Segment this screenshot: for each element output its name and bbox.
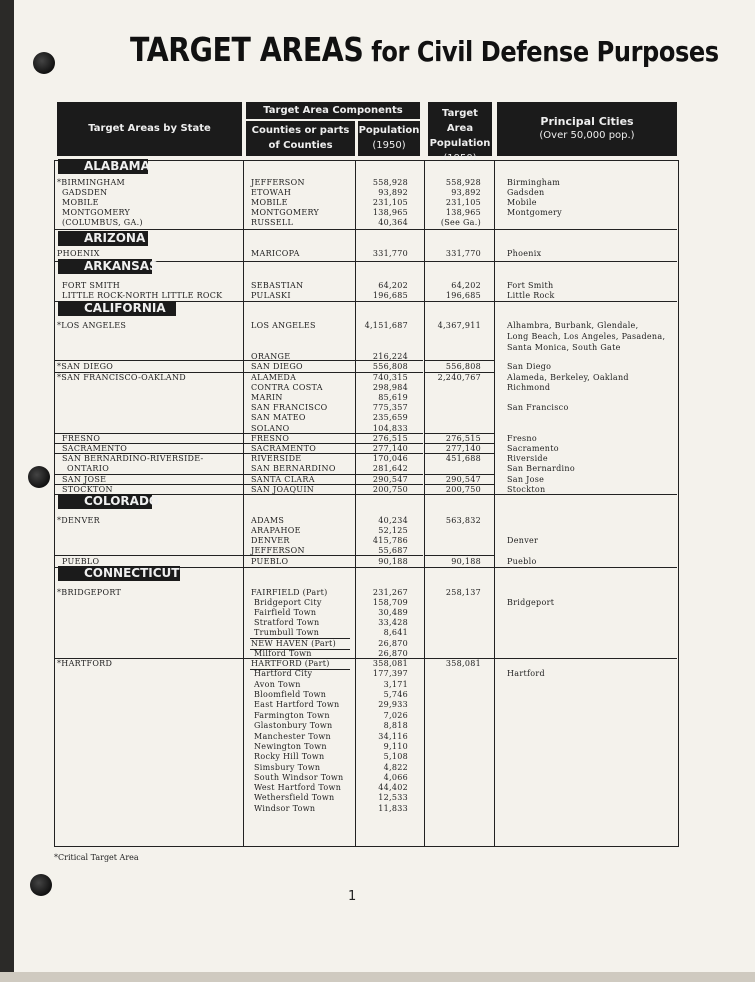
target-area-population: 331,770 — [445, 249, 481, 258]
target-area-population: 358,081 — [445, 659, 481, 668]
county-population: 29,933 — [378, 700, 408, 709]
principal-cities: Bridgeport — [507, 598, 555, 607]
county-name: ETOWAH — [251, 188, 292, 197]
page-number: 1 — [348, 889, 357, 904]
header-counties-line2: of Counties — [268, 140, 333, 151]
county-name: Bloomfield Town — [254, 690, 327, 699]
county-name: Manchester Town — [254, 732, 331, 741]
county-name: HARTFORD (Part) — [251, 659, 330, 668]
target-area-population: 93,892 — [451, 188, 481, 197]
principal-cities: Mobile — [507, 198, 537, 207]
target-area-population: 563,832 — [445, 516, 481, 525]
county-population: 775,357 — [372, 403, 408, 412]
target-area-population: 90,188 — [451, 557, 481, 566]
target-area-name: *SAN DIEGO — [57, 362, 114, 371]
header-population-line2: (1950) — [372, 140, 406, 151]
header-by-state — [57, 102, 242, 156]
county-population: 33,428 — [378, 618, 408, 627]
target-area-population: 277,140 — [445, 444, 481, 453]
target-area-population: (See Ga.) — [440, 218, 481, 227]
county-population: 4,822 — [383, 763, 408, 772]
county-name: ORANGE — [251, 352, 291, 361]
county-name: SAN MATEO — [251, 413, 306, 422]
county-population: 170,046 — [372, 454, 408, 463]
county-population: 5,746 — [383, 690, 408, 699]
row-divider — [54, 229, 677, 230]
county-population: 231,267 — [372, 588, 408, 597]
county-name: West Hartford Town — [254, 783, 342, 792]
county-name: RIVERSIDE — [251, 454, 302, 463]
county-population: 4,066 — [383, 773, 408, 782]
county-name: SACRAMENTO — [251, 444, 317, 453]
principal-cities: Montgomery — [507, 208, 562, 217]
column-divider — [243, 161, 244, 846]
county-population: 40,364 — [378, 218, 408, 227]
county-population: 55,687 — [378, 546, 408, 555]
principal-cities: San Francisco — [507, 403, 569, 412]
principal-cities: Sacramento — [507, 444, 559, 453]
target-area-name: PHOENIX — [57, 249, 100, 258]
target-area-name: *BIRMINGHAM — [57, 178, 126, 187]
header-cities — [497, 102, 677, 156]
county-name: South Windsor Town — [254, 773, 344, 782]
title-main: TARGET AREAS — [130, 30, 364, 69]
county-name: SAN FRANCISCO — [251, 403, 328, 412]
target-area-population: 196,685 — [445, 291, 481, 300]
county-population: 231,105 — [372, 198, 408, 207]
principal-cities: Birmingham — [507, 178, 561, 187]
state-header: ALABAMA — [58, 159, 148, 174]
target-area-population: 276,515 — [445, 434, 481, 443]
principal-cities: Pueblo — [507, 557, 537, 566]
county-population: 331,770 — [372, 249, 408, 258]
state-header: CALIFORNIA — [58, 301, 176, 316]
county-population: 8,641 — [383, 628, 408, 637]
county-name: Simsbury Town — [254, 763, 321, 772]
principal-cities: Santa Monica, South Gate — [507, 343, 621, 352]
header-population — [358, 121, 420, 156]
county-name: LOS ANGELES — [251, 321, 316, 330]
header-by-state-label: Target Areas by State — [88, 123, 211, 134]
principal-cities: Little Rock — [507, 291, 555, 300]
header-counties-line1: Counties or parts — [251, 125, 350, 136]
county-population: 40,234 — [378, 516, 408, 525]
county-name: Trumbull Town — [254, 628, 320, 637]
binder-hole-icon — [33, 52, 55, 74]
principal-cities: Fresno — [507, 434, 537, 443]
target-area-population: 231,105 — [445, 198, 481, 207]
target-area-name: *DENVER — [57, 516, 100, 525]
header-components-label: Target Area Components — [263, 105, 403, 116]
county-name: SAN JOAQUIN — [251, 485, 315, 494]
target-area-name: *LOS ANGELES — [57, 321, 127, 330]
target-area-name: (COLUMBUS, GA.) — [62, 218, 143, 227]
target-area-name: MONTGOMERY — [62, 208, 131, 217]
header-cities-line2: (Over 50,000 pop.) — [539, 130, 635, 141]
county-population: 298,984 — [372, 383, 408, 392]
principal-cities: Alhambra, Burbank, Glendale, — [507, 321, 639, 330]
target-area-name: FORT SMITH — [62, 281, 121, 290]
target-area-population: 558,928 — [445, 178, 481, 187]
target-area-name: FRESNO — [62, 434, 101, 443]
county-name: SAN DIEGO — [251, 362, 303, 371]
county-population: 196,685 — [372, 291, 408, 300]
principal-cities: San Jose — [507, 475, 545, 484]
county-name: SAN BERNARDINO — [251, 464, 336, 473]
target-area-population: 64,202 — [451, 281, 481, 290]
target-area-name: ONTARIO — [67, 464, 110, 473]
county-name: RUSSELL — [251, 218, 294, 227]
state-header: ARIZONA — [58, 231, 148, 246]
binder-hole-icon — [28, 466, 50, 488]
county-name: MOBILE — [251, 198, 288, 207]
principal-cities: Stockton — [507, 485, 546, 494]
county-population: 216,224 — [372, 352, 408, 361]
target-area-name: LITTLE ROCK-NORTH LITTLE ROCK — [62, 291, 223, 300]
county-population: 138,965 — [372, 208, 408, 217]
county-name: Windsor Town — [254, 804, 316, 813]
header-counties — [246, 121, 355, 156]
county-name: SOLANO — [251, 424, 290, 433]
target-area-population: 451,688 — [445, 454, 481, 463]
county-population: 281,642 — [372, 464, 408, 473]
header-ta-pop-line1: Target Area — [442, 108, 478, 134]
title-sub: for Civil Defense Purposes — [371, 35, 719, 68]
column-divider — [424, 161, 425, 846]
county-name: MARIN — [251, 393, 283, 402]
county-name: FRESNO — [251, 434, 290, 443]
row-divider — [54, 555, 242, 556]
county-population: 11,833 — [378, 804, 408, 813]
county-population: 200,750 — [372, 485, 408, 494]
binder-hole-icon — [30, 874, 52, 896]
header-components — [246, 102, 420, 119]
county-name: ALAMEDA — [251, 373, 297, 382]
county-population: 158,709 — [372, 598, 408, 607]
county-population: 277,140 — [372, 444, 408, 453]
county-population: 9,110 — [383, 742, 408, 751]
county-population: 26,870 — [378, 649, 408, 658]
page-title — [130, 30, 719, 69]
target-area-population: 556,808 — [445, 362, 481, 371]
county-name: SANTA CLARA — [251, 475, 315, 484]
target-area-name: SACRAMENTO — [62, 444, 128, 453]
target-area-name: SAN JOSE — [62, 475, 107, 484]
county-population: 44,402 — [378, 783, 408, 792]
county-population: 12,533 — [378, 793, 408, 802]
county-name: Bridgeport City — [254, 598, 322, 607]
principal-cities: Alameda, Berkeley, Oakland — [507, 373, 629, 382]
county-name: JEFFERSON — [251, 546, 305, 555]
principal-cities: Denver — [507, 536, 539, 545]
principal-cities: Hartford — [507, 669, 545, 678]
footnote: *Critical Target Area — [54, 853, 139, 862]
target-area-population: 2,240,767 — [437, 373, 481, 382]
county-population: 8,818 — [383, 721, 408, 730]
county-name: DENVER — [251, 536, 290, 545]
county-name: ADAMS — [251, 516, 285, 525]
county-name: MARICOPA — [251, 249, 300, 258]
county-population: 276,515 — [372, 434, 408, 443]
county-name: Avon Town — [254, 680, 301, 689]
county-name: Fairfield Town — [254, 608, 317, 617]
county-name: SEBASTIAN — [251, 281, 304, 290]
target-area-population: 200,750 — [445, 485, 481, 494]
county-name: East Hartford Town — [254, 700, 340, 709]
county-population: 93,892 — [378, 188, 408, 197]
county-name: NEW HAVEN (Part) — [251, 639, 336, 648]
principal-cities: Riverside — [507, 454, 548, 463]
county-population: 556,808 — [372, 362, 408, 371]
county-population: 85,619 — [378, 393, 408, 402]
county-population: 5,108 — [383, 752, 408, 761]
principal-cities: Richmond — [507, 383, 551, 392]
target-area-name: *HARTFORD — [57, 659, 113, 668]
county-population: 415,786 — [372, 536, 408, 545]
county-population: 34,116 — [378, 732, 408, 741]
county-population: 64,202 — [378, 281, 408, 290]
target-area-name: *SAN FRANCISCO-OAKLAND — [57, 373, 187, 382]
column-divider — [494, 161, 495, 846]
county-population: 7,026 — [383, 711, 408, 720]
county-population: 104,833 — [372, 424, 408, 433]
county-population: 558,928 — [372, 178, 408, 187]
header-population-line1: Population — [358, 125, 420, 136]
county-name: MONTGOMERY — [251, 208, 320, 217]
county-population: 52,125 — [378, 526, 408, 535]
county-population: 30,489 — [378, 608, 408, 617]
county-name: Glastonbury Town — [254, 721, 333, 730]
principal-cities: Gadsden — [507, 188, 545, 197]
header-ta-pop-line3: (1950) — [443, 153, 477, 164]
target-area-population: 258,137 — [445, 588, 481, 597]
county-name: ARAPAHOE — [251, 526, 301, 535]
principal-cities: Fort Smith — [507, 281, 554, 290]
header-ta-pop-line2: Population — [429, 138, 491, 149]
principal-cities: San Diego — [507, 362, 552, 371]
row-divider — [424, 555, 494, 556]
row-divider — [424, 360, 494, 361]
county-population: 358,081 — [372, 659, 408, 668]
county-name: Hartford City — [254, 669, 313, 678]
county-population: 235,659 — [372, 413, 408, 422]
county-name: Farmington Town — [254, 711, 330, 720]
county-name: CONTRA COSTA — [251, 383, 323, 392]
county-population: 740,315 — [372, 373, 408, 382]
county-name: Rocky Hill Town — [254, 752, 325, 761]
header-ta-population — [428, 102, 492, 164]
target-area-name: MOBILE — [62, 198, 99, 207]
county-name: Newington Town — [254, 742, 327, 751]
page-edge — [0, 0, 14, 982]
county-population: 4,151,687 — [364, 321, 408, 330]
principal-cities: Phoenix — [507, 249, 542, 258]
county-name: PULASKI — [251, 291, 291, 300]
principal-cities: San Bernardino — [507, 464, 575, 473]
page-bottom — [0, 972, 755, 982]
target-area-population: 290,547 — [445, 475, 481, 484]
county-name: JEFFERSON — [251, 178, 305, 187]
county-name: Milford Town — [254, 649, 312, 658]
county-population: 177,397 — [372, 669, 408, 678]
county-name: Stratford Town — [254, 618, 320, 627]
target-area-name: PUEBLO — [62, 557, 100, 566]
state-header: CONNECTICUT — [58, 566, 180, 581]
target-area-name: *BRIDGEPORT — [57, 588, 122, 597]
header-cities-line1: Principal Cities — [540, 115, 634, 128]
county-population: 3,171 — [383, 680, 408, 689]
county-name: FAIRFIELD (Part) — [251, 588, 328, 597]
target-area-name: STOCKTON — [62, 485, 113, 494]
county-population: 290,547 — [372, 475, 408, 484]
target-area-name: SAN BERNARDINO-RIVERSIDE- — [62, 454, 204, 463]
county-population: 26,870 — [378, 639, 408, 648]
county-name: PUEBLO — [251, 557, 289, 566]
target-area-population: 4,367,911 — [437, 321, 481, 330]
county-population: 90,188 — [378, 557, 408, 566]
row-divider — [54, 360, 242, 361]
county-name: Wethersfield Town — [254, 793, 335, 802]
state-header: COLORADO — [58, 494, 152, 509]
target-area-name: GADSDEN — [62, 188, 108, 197]
target-area-population: 138,965 — [445, 208, 481, 217]
state-header: ARKANSAS — [58, 259, 152, 274]
principal-cities: Long Beach, Los Angeles, Pasadena, — [507, 332, 666, 341]
